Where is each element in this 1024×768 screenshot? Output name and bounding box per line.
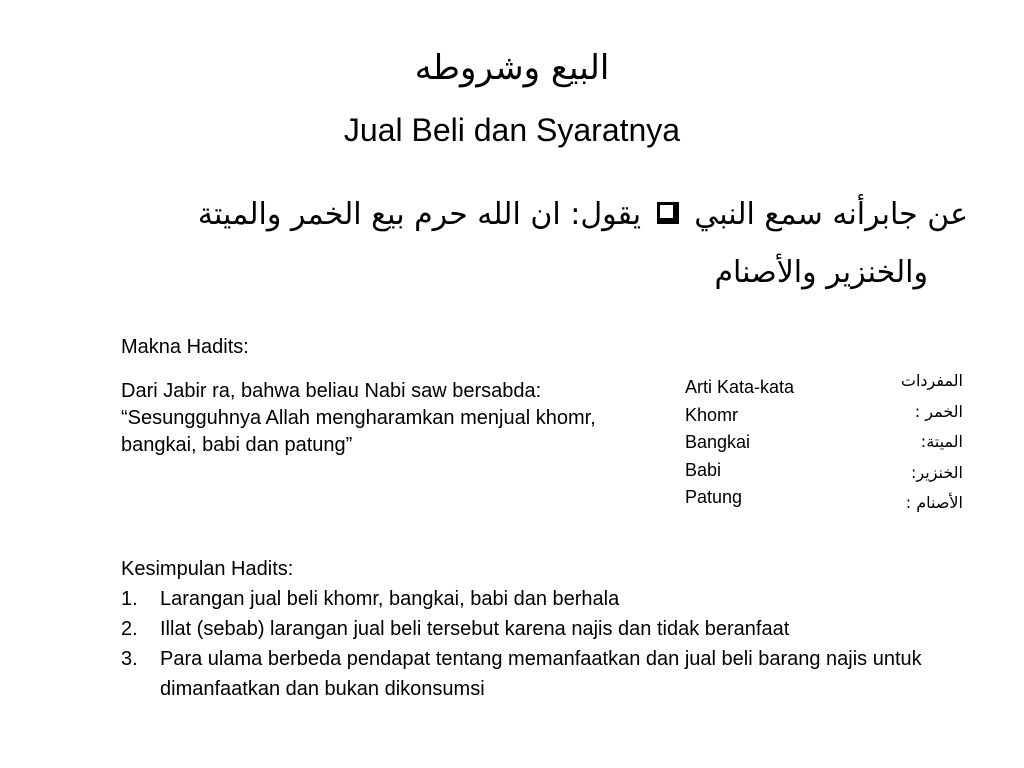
list-item-number: 1.: [121, 588, 138, 610]
vocabulary-item: Patung: [685, 487, 743, 507]
list-item-text: Para ulama berbeda pendapat tentang memanfaatkan dan jual beli barang najis untuk dimanfaatkan dan bukan dikonsumsi: [160, 648, 922, 700]
vocabulary-item-arabic: الخمر :: [914, 401, 963, 421]
list-item-number: 3.: [121, 648, 138, 670]
vocabulary-item-arabic: الأصنام :: [905, 493, 963, 512]
vocabulary-header-arabic: المفردات: [900, 371, 963, 390]
hadith-line-1-end: يقول: ان الله حرم بيع الخمر والميتة: [197, 197, 642, 232]
list-item-text: Illat (sebab) larangan jual beli tersebut karena najis dan tidak beranfaat: [160, 618, 790, 640]
page-title: Jual Beli dan Syaratnya: [343, 112, 681, 148]
vocabulary-item-arabic: الخنزير:: [911, 462, 963, 482]
hadith-line-2: والخنزير والأصنام: [714, 255, 928, 290]
hadith-line-1: [56, 186, 968, 244]
vocabulary-arabic-column: [820, 366, 963, 519]
list-item-number: 2.: [121, 618, 138, 640]
kesimpulan-list: [121, 584, 981, 704]
vocabulary-item: Babi: [685, 459, 722, 480]
kesimpulan-heading: Kesimpulan Hadits:: [121, 558, 294, 580]
vocabulary-header: Arti Kata-kata: [685, 377, 795, 397]
makna-body: Dari Jabir ra, bahwa beliau Nabi saw bersabda: “Sesungguhnya Allah mengharamkan menjual khomr, bangkai, babi dan patung”: [121, 380, 596, 456]
list-item: [121, 614, 981, 644]
page-title-arabic: البيع وشروطه: [414, 48, 610, 88]
vocabulary-item: Khomr: [685, 404, 739, 425]
hadith-line-1-start: عن جابرأنه سمع النبي: [694, 197, 968, 232]
vocabulary-item: Bangkai: [685, 432, 751, 452]
makna-heading: Makna Hadits:: [121, 336, 249, 358]
vocabulary-indonesian-column: [685, 374, 794, 512]
list-item: [121, 644, 981, 704]
list-item: [121, 584, 981, 614]
vocabulary-item-arabic: الميتة:: [920, 432, 963, 451]
list-item-text: Larangan jual beli khomr, bangkai, babi dan berhala: [160, 588, 620, 610]
hadith-arabic-text: [56, 186, 968, 302]
salawat-symbol-icon: [657, 202, 679, 224]
